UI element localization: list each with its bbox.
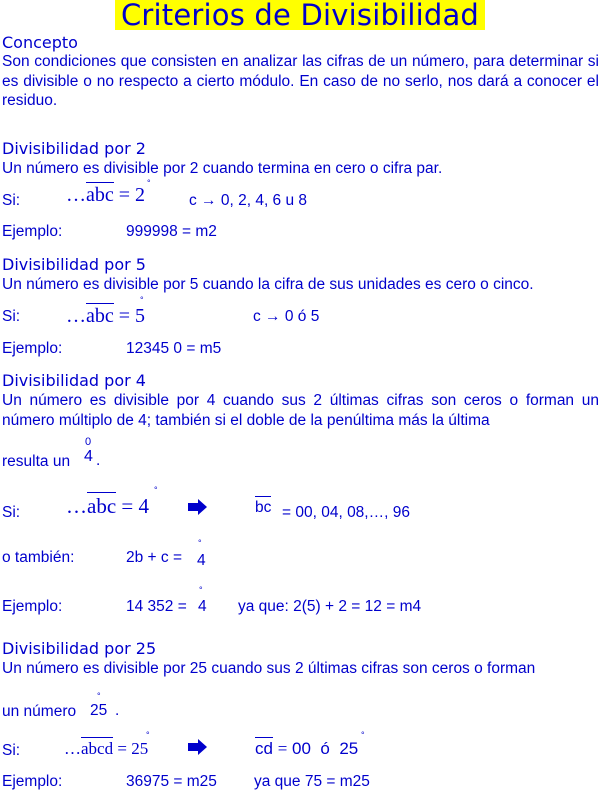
concepto-text: Son condiciones que consisten en analizar las cifras de un número, para determinar si es divisible o no respecto a cierto módulo. En caso de no serlo, nos dará a conocer el residuo. (2, 53, 599, 109)
div5-math-prefix: … (66, 305, 86, 327)
div25-si-label: Si: (2, 742, 21, 759)
div4-math-mod: 4 (138, 494, 149, 518)
div2-math-mod: 2 (135, 184, 146, 206)
div5-math-mod: 5 (135, 305, 146, 327)
div25-cd-expression (255, 739, 358, 759)
div2-math-eq: = (118, 184, 131, 206)
div4-math-prefix: … (66, 494, 87, 518)
div4-text-end-sup: 0 (85, 436, 92, 448)
div25-cd-or: ó (320, 739, 330, 758)
div25-math-digits: abcd (81, 739, 114, 758)
div4-example-label: Ejemplo: (2, 598, 63, 615)
multiple-circle-icon: ° (198, 538, 202, 548)
div25-math-mod: 25 (131, 739, 149, 758)
div5-math-expression (66, 305, 145, 328)
div2-si-label: Si: (2, 192, 21, 209)
div4-text: Un número es divisible por 4 cuando sus 2 últimas cifras son ceros o forman un número múltiplo de 4; también si el doble de la penúltima más la última (2, 392, 599, 429)
div4-example: 14 352 = (126, 598, 187, 615)
div25-cd-label: cd (255, 739, 273, 758)
div2-heading: Divisibilidad por 2 (2, 139, 146, 158)
multiple-circle-icon: ° (199, 585, 203, 595)
multiple-circle-icon: ° (147, 178, 151, 188)
div4-heading: Divisibilidad por 4 (2, 371, 146, 390)
div4-tambien-label: o también: (2, 549, 75, 566)
div25-math-eq: = (117, 739, 127, 758)
div4-tambien-mod: 4 (197, 552, 206, 569)
div4-bc-values: = 00, 04, 08,…, 96 (282, 504, 410, 521)
div4-si-label: Si: (2, 504, 21, 521)
div2-math-digits: abc (86, 184, 114, 206)
div5-heading: Divisibilidad por 5 (2, 255, 146, 274)
div5-math-eq: = (118, 305, 131, 327)
div25-text-end-mod: 25 (90, 702, 108, 719)
div5-si-label: Si: (2, 308, 21, 325)
div25-heading: Divisibilidad por 25 (2, 639, 157, 658)
div2-example-label: Ejemplo: (2, 223, 63, 240)
multiple-circle-icon: ° (154, 485, 158, 495)
div2-text: Un número es divisible por 2 cuando termina en cero o cifra par. (2, 160, 443, 177)
multiple-circle-icon: ° (140, 295, 144, 305)
div25-cd-eq: = (277, 739, 288, 758)
div2-condition: c → 0, 2, 4, 6 u 8 (189, 192, 308, 209)
div25-text-end: un número (2, 703, 77, 720)
div4-math-digits: abc (87, 494, 117, 518)
div4-math-eq: = (121, 494, 134, 518)
div2-math-prefix: … (66, 184, 86, 206)
div4-example-reason: ya que: 2(5) + 2 = 12 = m4 (238, 598, 422, 615)
div5-example-label: Ejemplo: (2, 340, 63, 357)
div2-example: 999998 = m2 (126, 223, 217, 240)
div5-example: 12345 0 = m5 (126, 340, 222, 357)
div4-bc-label: bc (255, 496, 271, 517)
div4-tambien-expr: 2b + c = (126, 549, 183, 566)
multiple-circle-icon: ° (146, 730, 150, 740)
div5-condition: c → 0 ó 5 (253, 308, 320, 325)
multiple-circle-icon: ° (97, 691, 101, 701)
div25-math-expression (64, 739, 148, 759)
div25-example: 36975 = m25 (126, 773, 217, 790)
right-arrow-icon (188, 739, 208, 755)
div25-cd-mod: 25 (339, 739, 359, 758)
div25-example-label: Ejemplo: (2, 773, 63, 790)
div25-example-reason: ya que 75 = m25 (254, 773, 370, 790)
concepto-heading: Concepto (2, 33, 78, 52)
div5-math-digits: abc (86, 305, 114, 327)
right-arrow-icon (188, 499, 208, 515)
div4-example-mod: 4 (198, 598, 207, 615)
div25-cd-value: 00 (292, 739, 311, 758)
div4-text-end-mod: 4 (84, 448, 93, 465)
page-title: Criterios de Divisibilidad (115, 0, 485, 30)
div4-text-end: resulta un (2, 453, 71, 470)
div25-math-prefix: … (64, 739, 81, 758)
div4-math-expression (66, 494, 149, 519)
div2-math-expression (66, 184, 145, 207)
div5-text: Un número es divisible por 5 cuando la cifra de sus unidades es cero o cinco. (2, 276, 534, 293)
multiple-circle-icon: ° (361, 730, 365, 740)
div25-text: Un número es divisible por 25 cuando sus 2 últimas cifras son ceros o forman (2, 660, 536, 677)
